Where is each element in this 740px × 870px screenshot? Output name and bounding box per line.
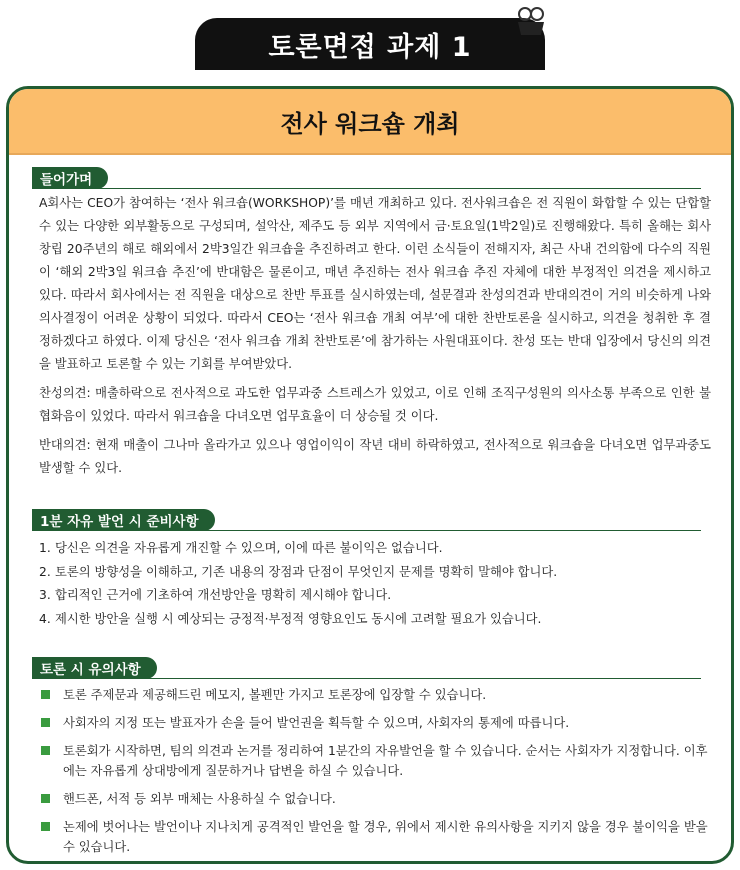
square-bullet-icon xyxy=(41,690,50,699)
page-title: 토론면접 과제 1 xyxy=(268,31,472,63)
square-bullet-icon xyxy=(41,822,50,831)
item-text: 토론회가 시작하면, 팀의 의견과 논거를 정리하여 1분간의 자유발언을 할 수 있습니다. 순서는 사회자가 지정합니다. 이후에는 자유롭게 상대방에게 질문하거나 답변을 하실 수 있습니다. xyxy=(63,744,708,778)
item-number: 1. xyxy=(39,541,51,555)
item-text: 제시한 방안을 실행 시 예상되는 긍정적·부정적 영향요인도 동시에 고려할 필요가 있습니다. xyxy=(55,611,542,626)
divider xyxy=(32,530,701,531)
list-item xyxy=(39,537,719,561)
section-heading: 토론 시 유의사항 xyxy=(40,662,141,678)
intro-paragraph: A회사는 CEO가 참여하는 ‘전사 워크숍(WORKSHOP)’를 매년 개최하고 있다. 전사워크숍은 전 직원이 화합할 수 있는 단합할 수 있는 다양한 외부활동으로 구성되며, 설악산, 제주도 등 외부 지역에서 금·토요일(1박2일)로 진행해왔다. 특히 올해는 회사 창립 20주년의 해로 해외에서 2박3일간 워크숍을 추진하려고 한다. 이런 소식들이 전해지자, 최근 사내 건의함에 다수의 직원이 ‘해외 2박3일 워크숍 추진’에 반대함은 물론이고, 매년 추진하는 전사 워크숍 추진 자체에 대한 부정적인 의견을 제시하고 있다. 따라서 회사에서는 전 직원을 대상으로 찬반 투표를 실시하였는데, 설문결과 찬성의견과 반대의견이 거의 비슷하게 나와 의사결정이 어려운 상황이 되었다. 따라서 CEO는 ‘전사 워크숍 개최 여부’에 대한 찬반토론을 실시하고, 의견을 청취한 후 결정하겠다고 하였다. 이제 당신은 ‘전사 워크숍 개최 찬반토론’에 참가하는 사원대표이다. 찬성 또는 반대 입장에서 당신의 의견을 발표하고 토론할 수 있는 기회를 부여받았다. xyxy=(39,196,711,371)
divider xyxy=(32,678,701,679)
item-number: 4. xyxy=(39,611,51,626)
square-bullet-icon xyxy=(41,746,50,755)
list-item xyxy=(39,584,719,608)
item-text: 토론의 방향성을 이해하고, 기존 내용의 장점과 단점이 무엇인지 문제를 명확히 말해야 합니다. xyxy=(55,564,558,579)
panel-title xyxy=(9,89,731,155)
panel-title-text: 전사 워크숍 개최 xyxy=(280,109,460,138)
list-item xyxy=(39,608,719,632)
item-text: 논제에 벗어나는 발언이나 지나치게 공격적인 발언을 할 경우, 위에서 제시한 유의사항을 지키지 않을 경우 불이익을 받을 수 있습니다. xyxy=(63,820,708,854)
square-bullet-icon xyxy=(41,794,50,803)
section-tag-cautions xyxy=(32,657,157,679)
binder-clip-icon xyxy=(512,6,550,36)
item-text: 사회자의 지정 또는 발표자가 손을 들어 발언권을 획득할 수 있으며, 사회자의 통제에 따릅니다. xyxy=(63,716,570,730)
divider xyxy=(32,188,701,189)
prep-list xyxy=(39,537,719,631)
section-tag-intro xyxy=(32,167,108,189)
page-title-banner xyxy=(195,18,545,70)
list-item xyxy=(39,561,719,585)
con-opinion: 반대의견: 현재 매출이 그나마 올라가고 있으나 영업이익이 작년 대비 하락하였고, 전사적으로 워크숍을 다녀오면 업무과중도 발생할 수 있다. xyxy=(39,438,711,475)
square-bullet-icon xyxy=(41,718,50,727)
item-number: 2. xyxy=(39,564,51,579)
list-item xyxy=(39,817,719,857)
section-heading: 1분 자유 발언 시 준비사항 xyxy=(40,514,199,530)
list-item xyxy=(39,789,719,809)
item-text: 핸드폰, 서적 등 외부 매체는 사용하실 수 없습니다. xyxy=(63,792,336,806)
item-number: 3. xyxy=(39,588,51,602)
item-text: 당신은 의견을 자유롭게 개진할 수 있으며, 이에 따른 불이익은 없습니다. xyxy=(55,541,443,555)
list-item xyxy=(39,713,719,733)
intro-body xyxy=(39,192,711,486)
item-text: 합리적인 근거에 기초하여 개선방안을 명확히 제시해야 합니다. xyxy=(55,588,392,602)
section-tag-prep xyxy=(32,509,215,531)
pro-opinion: 찬성의견: 매출하락으로 전사적으로 과도한 업무과중 스트레스가 있었고, 이로 인해 조직구성원의 의사소통 부족으로 인한 불협화음이 있었다. 따라서 워크숍을 다녀오면 업무효율이 더 상승될 것 이다. xyxy=(39,386,711,423)
section-heading: 들어가며 xyxy=(40,172,93,188)
item-text: 토론 주제문과 제공해드린 메모지, 볼펜만 가지고 토론장에 입장할 수 있습니다. xyxy=(63,688,487,702)
cautions-list xyxy=(39,685,719,864)
list-item xyxy=(39,741,719,781)
task-panel xyxy=(6,86,734,864)
list-item xyxy=(39,685,719,705)
